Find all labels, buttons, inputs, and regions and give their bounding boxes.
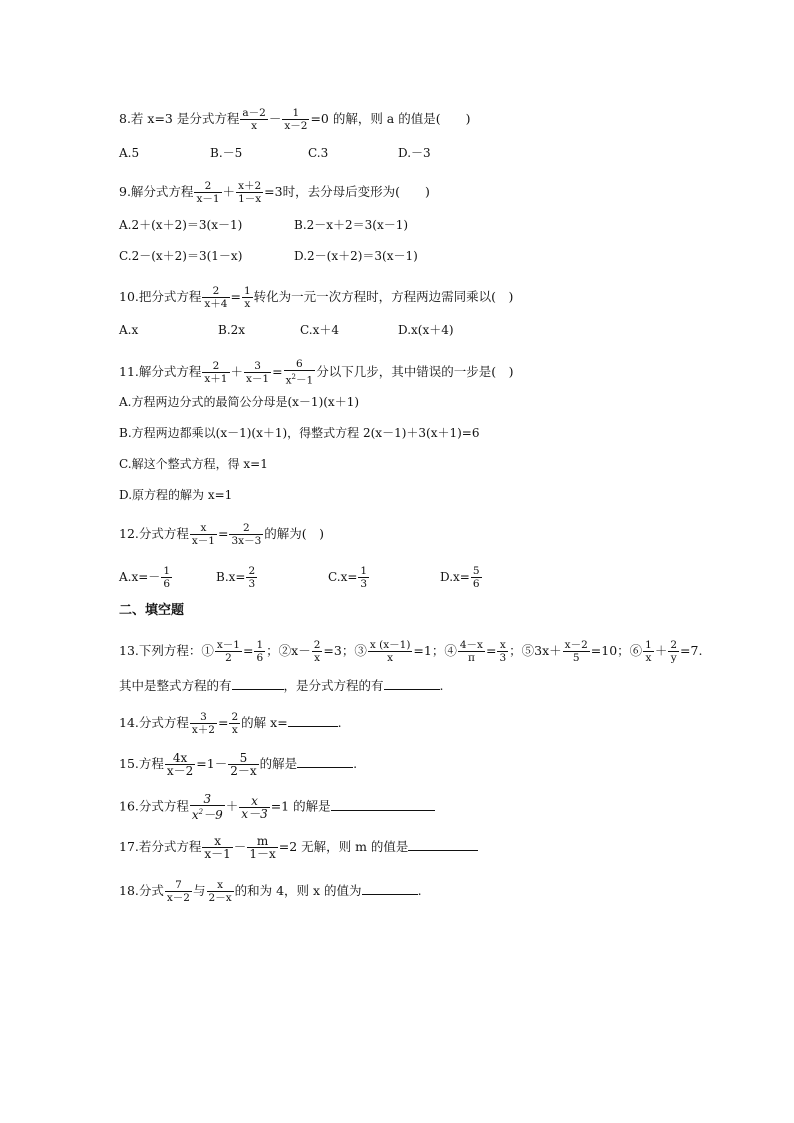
answer-blank[interactable] [297,755,353,768]
q13-fraction [312,639,323,664]
fraction-denominator: x＋4 [204,298,228,310]
option-fraction [358,565,369,590]
fraction-denominator: x [244,298,251,310]
q12-option-b [216,565,258,590]
q10-text-end: 转化为一元一次方程时，方程两边需同乘以( ) [253,289,514,304]
fraction-numerator: 1 [243,285,251,297]
fraction-denominator: 2 [225,652,232,664]
q11-text-end: 分以下几步，其中错误的一步是( ) [316,363,514,379]
fraction-denominator: 2－x [208,892,232,904]
option-fraction [471,565,482,590]
fraction-numerator: 2 [670,639,678,651]
fraction-denominator: 1－x [238,193,262,205]
q13-text: =1；④ [413,643,457,658]
exponent: 2 [198,808,204,816]
q8-option-c: C.3 [308,146,329,160]
fraction-numerator: a－2 [242,107,266,119]
section-title-fill-in-blanks: 二、填空题 [119,603,185,618]
q13-fraction [668,639,679,664]
fraction-denominator: 2－x [230,764,257,778]
fraction-denominator: x－1 [246,372,270,385]
q8-option-a: A.5 [119,146,140,160]
den-part: x [285,374,292,387]
question-16-stem [119,793,435,821]
q16-text: =1 的解是 [270,798,331,814]
question-12-stem [119,522,324,547]
fraction-denominator: x－1 [191,535,215,547]
plus-sign: ＋ [222,184,236,199]
fraction-numerator: 7 [165,879,192,892]
question-11-stem [119,358,513,387]
q13-text: 13.下列方程：① [119,643,214,658]
q9-option-d: D.2－(x＋2)＝3(x－1) [294,249,418,263]
question-14-stem [119,711,342,736]
fraction-denominator: x－1 [196,193,220,205]
fraction-numerator: 2 [231,711,239,723]
q12-text-end: 的解为( ) [264,526,325,541]
question-15-stem [119,752,357,777]
q18-text: 与 [193,883,206,898]
fraction-denominator: x [314,652,321,664]
q10-option-a: A.x [119,323,139,337]
fraction-numerator: 5 [228,752,258,765]
answer-blank[interactable] [288,714,338,727]
fraction-numerator: 2 [313,639,321,651]
q12-fraction-2 [229,522,263,547]
fraction-numerator: m [247,835,277,848]
q13-fraction [643,639,654,664]
q8-text: 8.若 x=3 是分式方程 [119,111,240,126]
q14-text: 的解 x= [241,715,288,730]
option-prefix: A.x=－ [119,570,161,584]
equals-sign: = [485,643,497,658]
question-10-stem [119,285,513,310]
fraction-denominator: 3 [248,578,256,590]
answer-blank[interactable] [232,677,284,690]
q18-fraction-2 [207,879,234,904]
q10-fraction-2 [242,285,253,310]
fraction-numerator: x－2 [564,639,588,651]
q10-fraction-1 [202,285,229,310]
q10-text: 10.把分式方程 [119,289,202,304]
q13-text: 其中是整式方程的有 [119,678,232,693]
fraction-numerator: 2 [194,180,221,193]
q9-option-c: C.2－(x＋2)＝3(1－x) [119,249,243,263]
fraction-numerator: 3 [190,793,225,806]
q8-fraction-2 [282,107,309,132]
q12-fraction-1 [190,522,217,547]
q13-fraction [215,639,242,664]
answer-blank[interactable] [408,838,478,851]
q8-option-b: B.－5 [210,146,243,160]
fraction-numerator: 2 [202,360,229,373]
fraction-numerator: 1 [256,639,264,651]
fraction-denominator: x [231,724,238,736]
fraction-denominator: y [670,652,677,664]
equals-sign: = [218,526,229,541]
q11-fraction-3 [284,358,316,387]
q11-option-c: C.解这个整式方程，得 x=1 [119,457,268,471]
fraction-denominator: x－2 [166,764,194,778]
q17-fraction-1 [202,835,232,860]
q9-text-end: =3时，去分母后变形为( ) [264,184,430,199]
fraction-denominator: x [251,120,258,132]
fraction-numerator: 1 [360,565,368,577]
fraction-denominator: π [467,652,475,664]
q13-text: . [439,678,444,693]
q13-fraction [458,639,485,664]
question-17-stem [119,835,478,860]
q13-text: ；②x－ [266,643,311,658]
q11-fraction-1 [202,360,229,385]
q13-fraction [497,639,508,664]
q13-text: ，是分式方程的有 [283,678,384,693]
q11-option-b: B.方程两边都乘以(x－1)(x＋1)，得整式方程 2(x－1)＋3(x＋1)=6 [119,426,480,440]
q11-text: 11.解分式方程 [119,363,202,379]
q9-text: 9.解分式方程 [119,184,194,199]
q15-fraction-1 [165,752,195,777]
q18-text: 18.分式 [119,883,164,898]
q9-fraction-2 [236,180,263,205]
q12-text: 12.分式方程 [119,526,189,541]
q11-option-d: D.原方程的解为 x=1 [119,488,233,502]
den-part: －1 [296,374,314,387]
fraction-numerator: 1 [163,565,170,577]
minus-sign: － [233,839,247,854]
q13-text: =10；⑥ [590,643,643,658]
q16-fraction-1 [190,793,225,821]
equals-sign: = [272,363,283,379]
question-18-stem [119,879,422,904]
question-8-stem [119,107,471,132]
q12-option-c [328,565,370,590]
q15-text: 15.方程 [119,756,164,771]
fraction-denominator: 3 [499,652,507,664]
q10-option-b: B.2x [218,323,246,337]
fraction-denominator: x [387,652,394,664]
option-prefix: C.x= [328,570,358,584]
fraction-numerator: 1 [282,107,309,120]
q15-text: 的解是 [259,756,298,771]
q14-text: 14.分式方程 [119,715,189,730]
plus-sign: ＋ [654,643,668,658]
q15-text: . [353,756,358,771]
fraction-numerator: 3 [244,360,271,373]
minus-sign: － [268,111,282,126]
den-part: －9 [203,808,223,822]
den-part: x [191,808,199,822]
option-prefix: D.x= [440,570,470,584]
fraction-numerator: 2 [229,522,263,535]
question-9-stem [119,180,430,205]
fraction-denominator: x－2 [166,892,190,904]
fraction-numerator: 4x [165,752,195,765]
equals-sign: = [218,715,229,730]
fraction-denominator: 6 [256,652,264,664]
fraction-numerator: 4－x [459,639,483,651]
fraction-denominator: x－1 [204,847,231,861]
option-fraction [246,565,257,590]
fraction-denominator: x [645,652,652,664]
plus-sign: ＋ [225,798,239,814]
option-fraction [161,565,172,590]
q13-text: =3；③ [323,643,367,658]
fraction-denominator: 1－x [249,847,276,861]
q17-text: =2 无解，则 m 的值是 [278,839,409,854]
fraction-denominator: x－2 [284,120,308,132]
q14-text: . [337,715,342,730]
fraction-denominator: 5 [572,652,580,664]
answer-blank[interactable] [331,798,435,811]
q14-fraction-1 [190,711,217,736]
fraction-numerator: x [239,795,269,808]
fraction-numerator: x [202,835,232,848]
q10-option-c: C.x＋4 [300,323,339,337]
q18-text: . [417,883,422,898]
equals-sign: = [230,289,241,304]
fraction-denominator: 3 [360,578,368,590]
fraction-numerator: 1 [645,639,652,651]
fraction-numerator: x－1 [216,639,240,651]
q13-fraction [368,639,413,664]
q9-option-b: B.2－x＋2＝3(x－1) [294,218,409,232]
fraction-numerator: 2 [248,565,256,577]
equals-sign: = [243,643,254,658]
q10-option-d: D.x(x＋4) [398,323,454,337]
fraction-numerator: x [497,639,508,652]
q12-option-d [440,565,483,590]
fraction-denominator: x＋2 [191,724,215,736]
fraction-denominator: 3x－3 [231,535,262,547]
q15-fraction-2 [228,752,258,777]
q9-fraction-1 [194,180,221,205]
q16-fraction-2 [239,795,269,820]
q16-text: 16.分式方程 [119,798,189,814]
fraction-numerator: 3 [190,711,217,724]
fraction-numerator: x [207,879,234,892]
q13-fraction [254,639,265,664]
q8-text-end: =0 的解，则 a 的值是( ) [310,111,471,126]
fraction-numerator: x [190,522,217,535]
option-prefix: B.x= [216,570,246,584]
q14-fraction-2 [229,711,240,736]
fraction-denominator: 6 [472,578,480,590]
fraction-numerator: x (x－1) [369,639,411,651]
fraction-denominator: x－3 [241,806,268,821]
q11-fraction-2 [244,360,271,385]
fraction-numerator: x＋2 [238,180,262,192]
q12-option-a [119,565,173,590]
fraction-numerator: 2 [202,285,229,298]
fraction-numerator: 5 [472,565,480,577]
fraction-numerator: 6 [284,358,316,371]
fraction-denominator [190,806,225,821]
q15-text: =1－ [196,756,228,771]
exponent: 2 [291,373,296,381]
fraction-denominator: 6 [163,578,170,590]
q17-text: 17.若分式方程 [119,839,202,854]
q18-text: 的和为 4，则 x 的值为 [234,883,362,898]
fraction-denominator [284,371,316,387]
q17-fraction-2 [247,835,277,860]
fraction-denominator: x＋1 [204,372,228,385]
answer-blank[interactable] [384,677,440,690]
q13-text: =7. [680,643,703,658]
q8-option-d: D.－3 [398,146,431,160]
q11-option-a: A.方程两边分式的最简公分母是(x－1)(x＋1) [119,395,360,409]
q13-text: ；⑤3x＋ [509,643,562,658]
answer-blank[interactable] [362,882,418,895]
question-13-line-2 [119,677,444,694]
q13-fraction [563,639,590,664]
plus-sign: ＋ [230,363,244,379]
q18-fraction-1 [165,879,192,904]
q9-option-a: A.2＋(x＋2)＝3(x－1) [119,218,243,232]
q8-fraction-1 [240,107,267,132]
question-13-stem [119,639,702,664]
